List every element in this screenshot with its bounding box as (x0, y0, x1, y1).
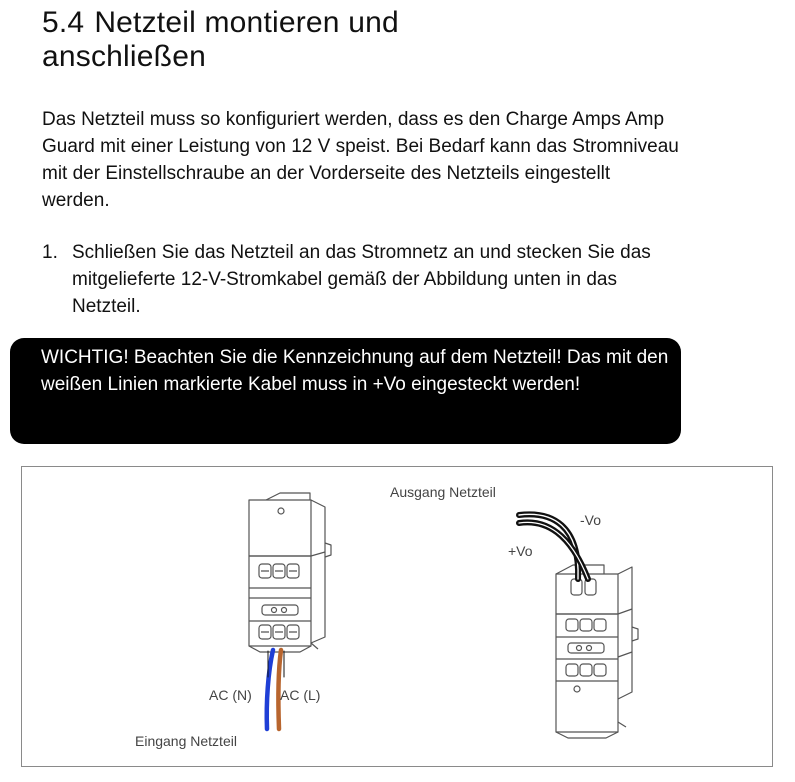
section-heading (42, 6, 399, 74)
wiring-illustration (22, 467, 774, 768)
plus-vo-label: +Vo (508, 543, 533, 559)
warning-box (10, 338, 681, 444)
intro-paragraph: Das Netzteil muss so konfiguriert werden, dass es den Charge Amps Amp Guard mit einer Leistung von 12 V speist. Bei Bedarf kann das Stromniveau mit der Einstellschraube an der Vorderseite des Netzteils eingestellt werden. (42, 109, 679, 211)
section-title-line2: anschließen (42, 40, 206, 73)
ac-l-label: AC (L) (280, 687, 321, 703)
output-label: Ausgang Netzteil (390, 484, 496, 500)
warning-text: WICHTIG! Beachten Sie die Kennzeichnung auf dem Netzteil! Das mit den weißen Linien markierte Kabel muss in +Vo eingesteckt werden! (41, 347, 669, 395)
step-item (42, 239, 662, 320)
minus-vo-label: -Vo (580, 512, 602, 528)
ac-n-label: AC (N) (209, 687, 252, 703)
section-title-line1: Netzteil montieren und (94, 6, 399, 39)
section-number: 5.4 (42, 6, 85, 39)
wiring-figure (21, 466, 773, 767)
power-supply-input-view (249, 493, 331, 652)
input-label: Eingang Netzteil (135, 733, 237, 749)
step-number: 1. (42, 242, 58, 263)
power-supply-output-view (556, 565, 638, 738)
step-text: Schließen Sie das Netzteil an das Stromnetz an und stecken Sie das mitgelieferte 12-V-Stromkabel gemäß der Abbildung unten in das Netzteil. (72, 242, 651, 317)
